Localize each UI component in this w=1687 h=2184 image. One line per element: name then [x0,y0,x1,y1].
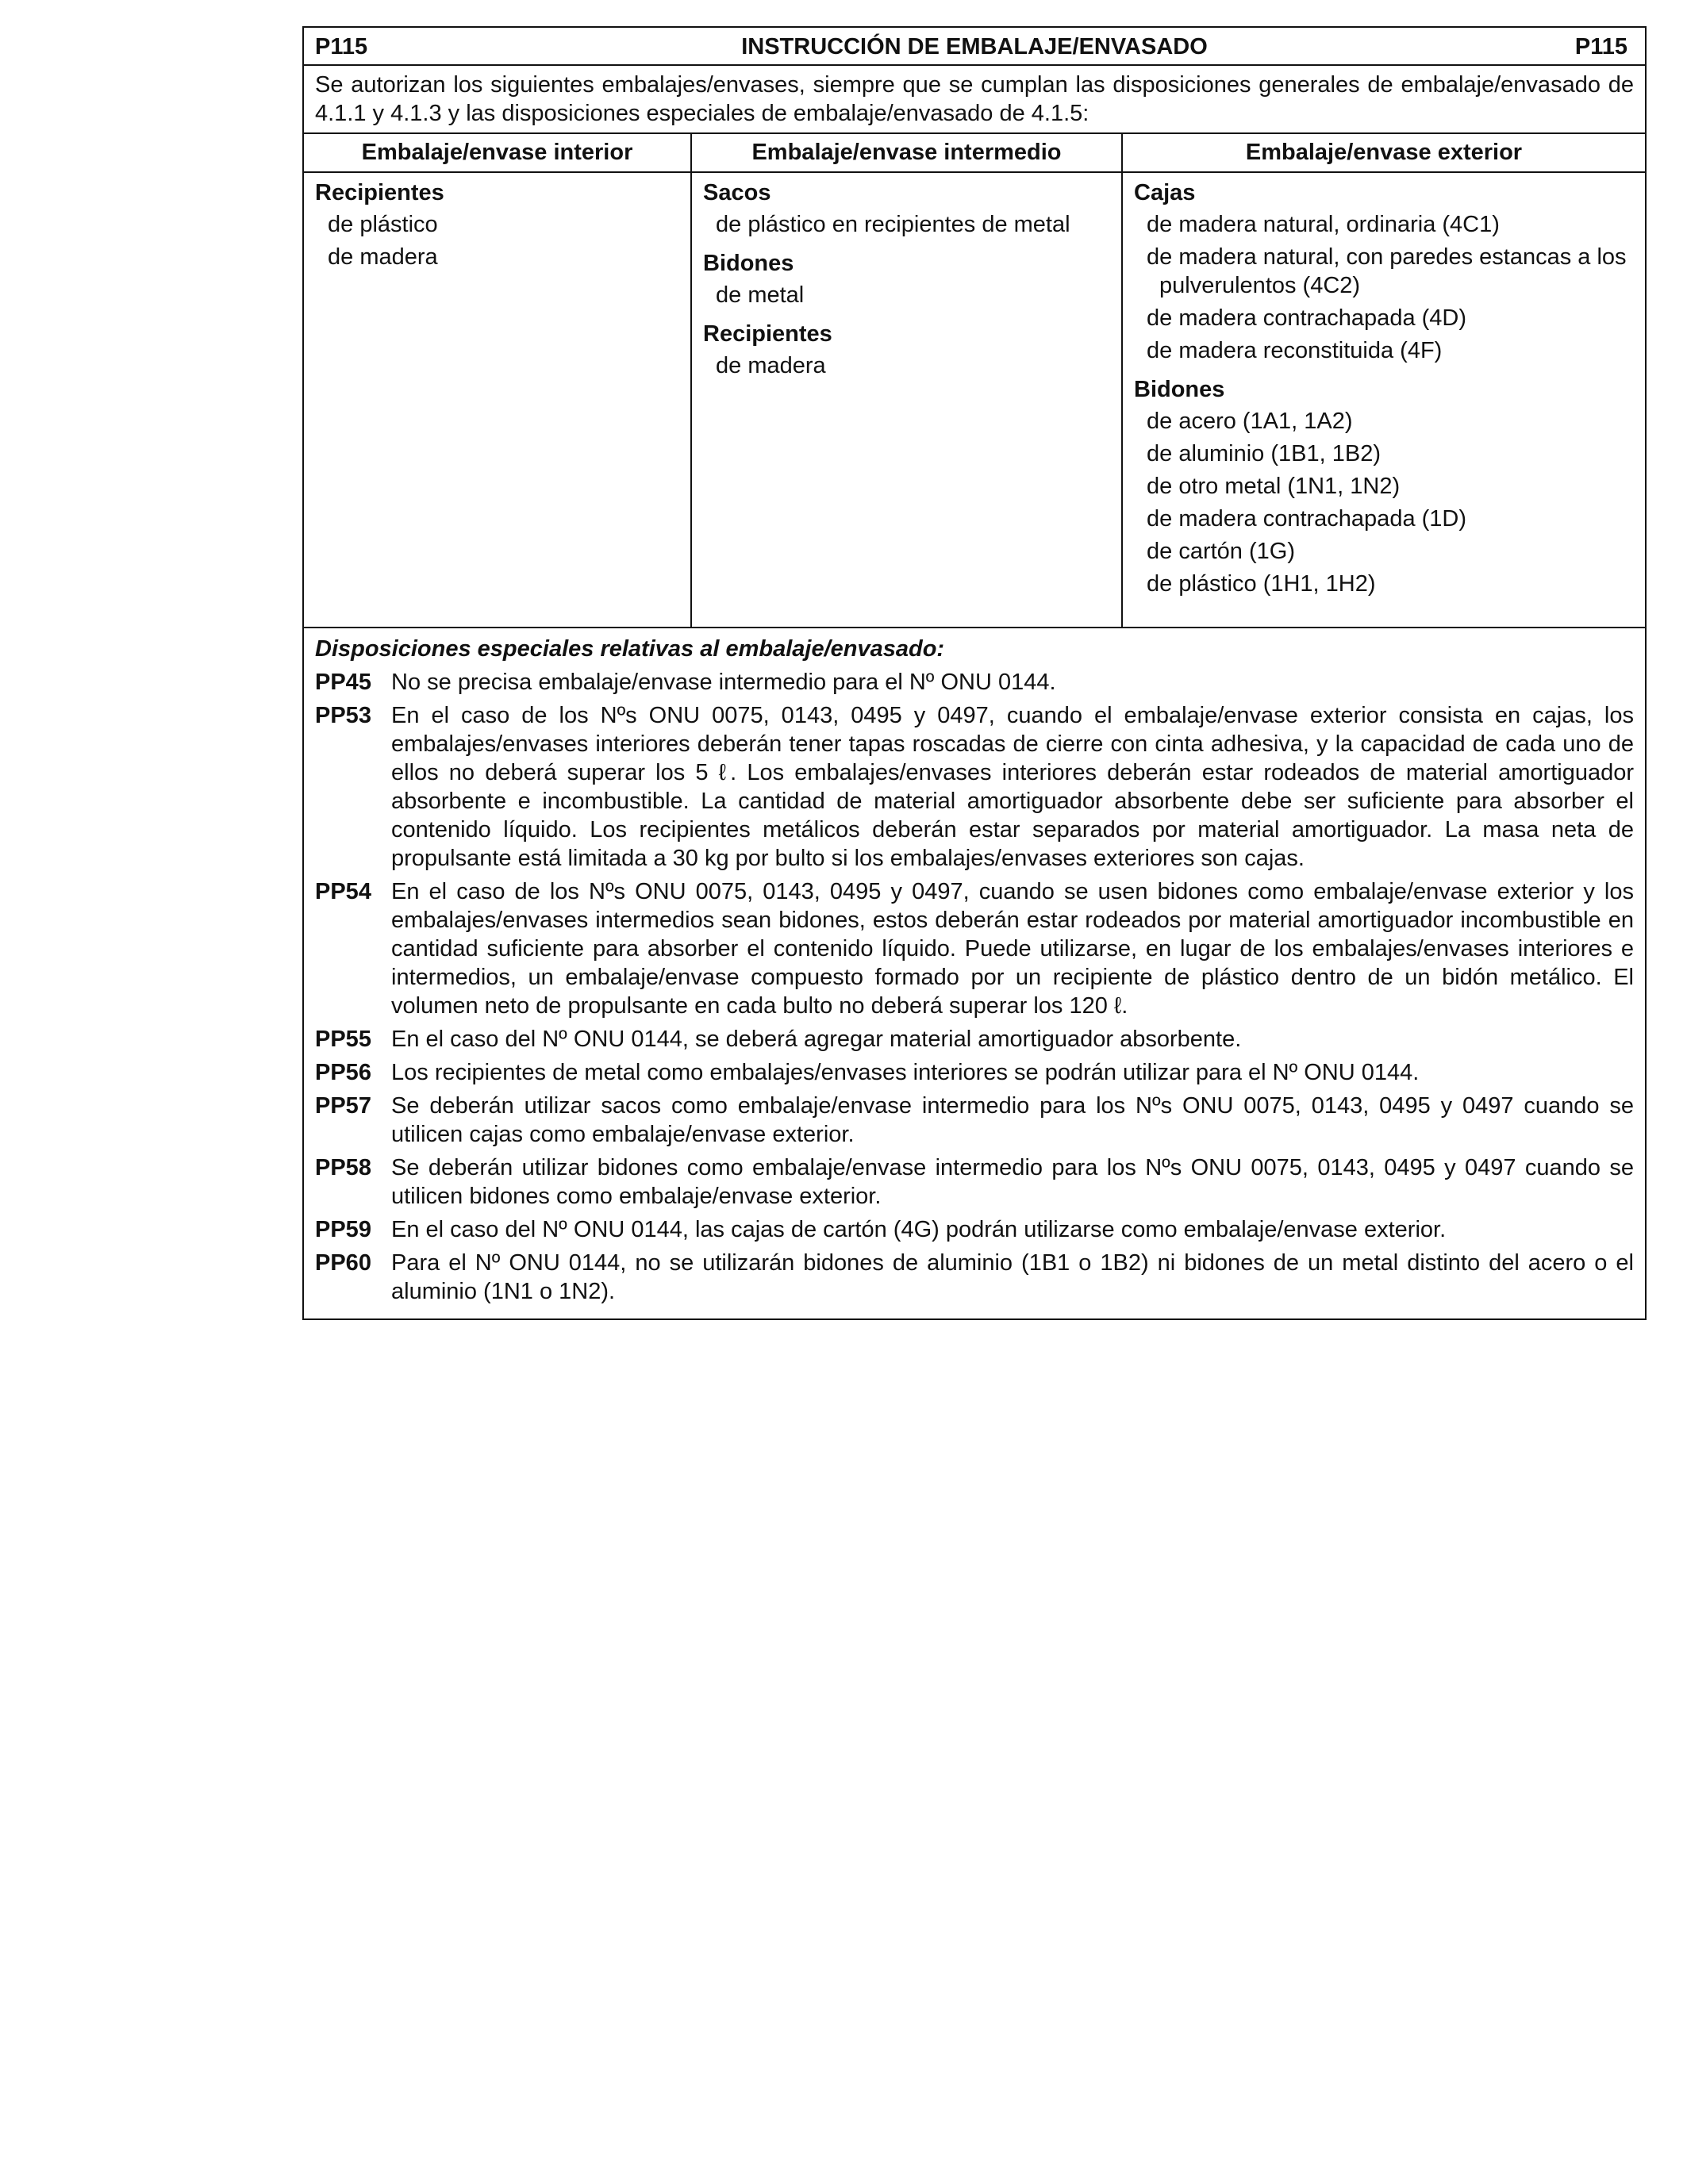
packing-instruction-table [302,26,1647,1320]
packaging-group-title: Bidones [1134,377,1225,402]
packaging-group [703,177,1110,241]
packaging-item: de madera reconstituida (4F) [1147,338,1443,363]
packaging-item: de madera contrachapada (4D) [1147,305,1467,331]
provision-code: PP53 [315,703,371,728]
provision-code: PP57 [315,1093,371,1119]
provision-text: En el caso de los Nºs ONU 0075, 0143, 0495 y 0497, cuando se usen bidones como embalaje/envase exterior y los embalajes/envases intermedios sean bidones, estos deberán estar rodeados por material amortiguador incombustible en cantidad suficiente para absorber el contenido líquido. Puede utilizarse, en lugar de los embalajes/envases interiores e intermedios, un embalaje/envase compuesto formado por un recipiente de plástico dentro de un bidón metálico. El volumen neto de propulsante en cada bulto no deberá superar los 120 ℓ. [391,879,1634,1019]
provision-code: PP45 [315,670,371,695]
packaging-item: de cartón (1G) [1147,539,1295,564]
column-headers [304,134,1645,173]
provision-code: PP56 [315,1060,371,1085]
provision-code: PP59 [315,1217,371,1242]
instruction-code-left: P115 [315,34,368,59]
provision-text: Los recipientes de metal como embalajes/envases interiores se podrán utilizar para el Nº ONU 0144. [391,1060,1420,1085]
packaging-item: de acero (1A1, 1A2) [1147,409,1353,434]
provision-item [315,1025,1634,1054]
packaging-item: de madera [328,244,438,270]
outer-packaging-column [1123,173,1645,627]
provision-code: PP55 [315,1027,371,1052]
packaging-group [1134,177,1634,367]
provision-code: PP54 [315,879,371,904]
provision-text: No se precisa embalaje/envase intermedio para el Nº ONU 0144. [391,670,1056,695]
packaging-group-title: Cajas [1134,180,1196,205]
provision-text: Se deberán utilizar bidones como embalaje/envase intermedio para los Nºs ONU 0075, 0143, 0495 y 0497 cuando se utilicen bidones como embalaje/envase exterior. [391,1155,1634,1209]
special-provisions [304,628,1645,1318]
packaging-item: de plástico en recipientes de metal [716,212,1070,237]
instruction-code-right: P115 [1574,34,1627,59]
packaging-group [1134,374,1634,601]
provision-item [315,877,1634,1020]
packaging-group [703,248,1110,312]
provision-code: PP60 [315,1250,371,1276]
inner-packaging-column [304,173,692,627]
provision-text: En el caso del Nº ONU 0144, las cajas de cartón (4G) podrán utilizarse como embalaje/envase exterior. [391,1217,1447,1242]
provision-item [315,1058,1634,1087]
outer-packaging-header: Embalaje/envase exterior [1245,140,1523,165]
packaging-item: de madera natural, con paredes estancas a los pulverulentos (4C2) [1147,244,1627,298]
instruction-title: INSTRUCCIÓN DE EMBALAJE/ENVASADO [741,34,1208,59]
provision-text: Se deberán utilizar sacos como embalaje/envase intermedio para los Nºs ONU 0075, 0143, 0495 y 0497 cuando se utilicen cajas como embalaje/envase exterior. [391,1093,1634,1147]
packaging-item: de madera contrachapada (1D) [1147,506,1467,532]
packaging-group-title: Bidones [703,251,794,276]
packaging-item: de aluminio (1B1, 1B2) [1147,441,1381,466]
special-provisions-list [315,668,1634,1306]
packaging-item: de plástico [328,212,438,237]
intermediate-packaging-header: Embalaje/envase intermedio [692,134,1123,171]
provision-text: Para el Nº ONU 0144, no se utilizarán bidones de aluminio (1B1 o 1B2) ni bidones de un metal distinto del acero o el aluminio (1N1 o 1N2). [391,1250,1634,1304]
packaging-group [315,177,679,274]
provision-item [315,1249,1634,1306]
packaging-group-title: Recipientes [315,180,444,205]
provision-code: PP58 [315,1155,371,1180]
provision-item [315,668,1634,697]
packaging-item: de madera [716,353,826,378]
provision-item [315,1092,1634,1149]
provision-text: En el caso de los Nºs ONU 0075, 0143, 0495 y 0497, cuando el embalaje/envase exterior consista en cajas, los embalajes/envases interiores deberán tener tapas roscadas de cierre con cinta adhesiva, y la capacidad de cada uno de ellos no deberá superar los 5 ℓ. Los embalajes/envases interiores deberán estar rodeados de material amortiguador absorbente e incombustible. La cantidad de material amortiguador absorbente debe ser suficiente para absorber el contenido líquido. Los recipientes metálicos deberán estar separados por material amortiguador. La masa neta de propulsante está limitada a 30 kg por bulto si los embalajes/envases exteriores son cajas. [391,703,1634,871]
provision-item [315,1215,1634,1244]
packaging-group-title: Recipientes [703,321,832,347]
packaging-columns [304,173,1645,628]
special-provisions-title: Disposiciones especiales relativas al embalaje/envasado: [315,636,945,662]
packaging-item: de metal [716,282,805,308]
provision-item [315,1153,1634,1211]
provision-text: En el caso del Nº ONU 0144, se deberá agregar material amortiguador absorbente. [391,1027,1242,1052]
provision-item [315,701,1634,873]
intermediate-packaging-column [692,173,1123,627]
intro-paragraph: Se autorizan los siguientes embalajes/envases, siempre que se cumplan las disposiciones generales de embalaje/envasado de 4.1.1 y 4.1.3 y las disposiciones especiales de embalaje/envasado de 4.1.5: [304,66,1645,134]
title-row [304,28,1645,66]
inner-packaging-header: Embalaje/envase interior [304,134,692,171]
packaging-item: de otro metal (1N1, 1N2) [1147,474,1401,499]
packaging-group-title: Sacos [703,180,771,205]
packaging-group [703,318,1110,382]
packaging-item: de plástico (1H1, 1H2) [1147,571,1376,597]
packaging-item: de madera natural, ordinaria (4C1) [1147,212,1500,237]
